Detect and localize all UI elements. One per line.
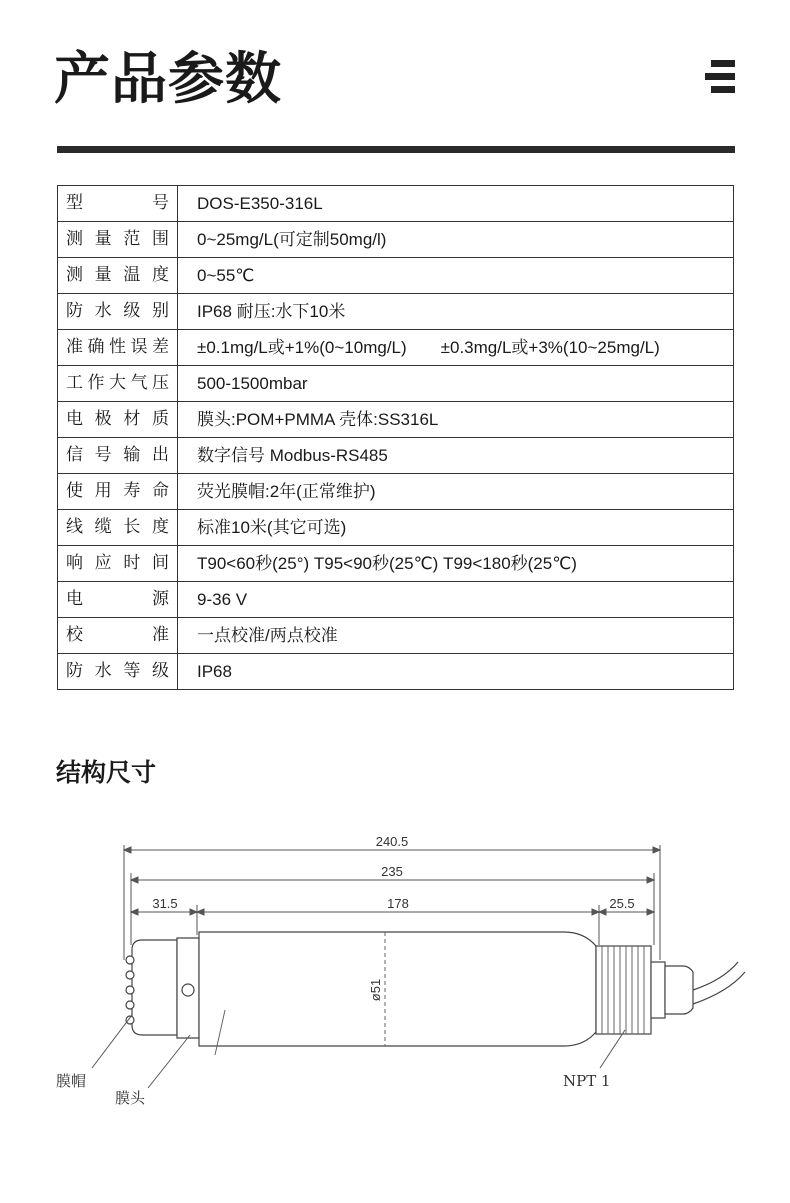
spec-label: 防水等级 (66, 661, 169, 681)
spec-label-cell (58, 258, 178, 294)
spec-label: 电 源 (66, 589, 169, 609)
spec-label: 线缆长度 (66, 517, 169, 537)
spec-value: 一点校准/两点校准 (178, 618, 734, 654)
spec-value: 9-36 V (178, 582, 734, 618)
spec-label-cell (58, 294, 178, 330)
spec-value: 500-1500mbar (178, 366, 734, 402)
spec-value: IP68 (178, 654, 734, 690)
spec-row (58, 474, 734, 510)
spec-value: ±0.1mg/L或+1%(0~10mg/L) ±0.3mg/L或+3%(10~25mg/L) (178, 330, 734, 366)
spec-label: 校 准 (66, 625, 169, 645)
spec-label-cell (58, 366, 178, 402)
spec-value: 荧光膜帽:2年(正常维护) (178, 474, 734, 510)
spec-label-cell (58, 222, 178, 258)
spec-label: 准确性误差 (66, 337, 169, 357)
title-divider (57, 146, 735, 153)
spec-row (58, 510, 734, 546)
spec-row (58, 438, 734, 474)
spec-value: 0~25mg/L(可定制50mg/l) (178, 222, 734, 258)
spec-label: 防水级别 (66, 301, 169, 321)
spec-row (58, 366, 734, 402)
spec-value: DOS-E350-316L (178, 186, 734, 222)
spec-row (58, 618, 734, 654)
spec-row (58, 582, 734, 618)
page-title: 产品参数 (54, 47, 282, 112)
spec-label-cell (58, 186, 178, 222)
spec-label: 使用寿命 (66, 481, 169, 501)
dimension-drawing (0, 820, 790, 1120)
dim-body-label: 178 (387, 896, 409, 911)
spec-value: 0~55℃ (178, 258, 734, 294)
spec-row (58, 402, 734, 438)
spec-label-cell (58, 330, 178, 366)
thread-label: NPT 1 (563, 1072, 611, 1090)
dim-diameter-label: ø51 (368, 978, 383, 1002)
dim-head-label: 31.5 (152, 896, 178, 911)
dim-body-total-label: 235 (381, 864, 403, 879)
spec-row (58, 546, 734, 582)
spec-row (58, 330, 734, 366)
spec-value: 数字信号 Modbus-RS485 (178, 438, 734, 474)
spec-row (58, 186, 734, 222)
spec-row (58, 654, 734, 690)
menu-icon[interactable] (705, 60, 735, 94)
spec-value: 标准10米(其它可选) (178, 510, 734, 546)
spec-label-cell (58, 510, 178, 546)
spec-label-cell (58, 402, 178, 438)
spec-label: 信号输出 (66, 445, 169, 465)
spec-label-cell (58, 474, 178, 510)
spec-label-cell (58, 438, 178, 474)
dim-total-label: 240.5 (375, 834, 409, 849)
spec-label-cell (58, 654, 178, 690)
section-title: 结构尺寸 (56, 758, 157, 787)
spec-label-cell (58, 546, 178, 582)
spec-label: 型 号 (66, 193, 169, 213)
spec-row (58, 222, 734, 258)
spec-value: T90<60秒(25°) T95<90秒(25℃) T99<180秒(25℃) (178, 546, 734, 582)
spec-row (58, 294, 734, 330)
spec-label-cell (58, 582, 178, 618)
spec-label: 测量范围 (66, 229, 169, 249)
spec-label: 响应时间 (66, 553, 169, 573)
head-label: 膜头 (115, 1089, 146, 1107)
spec-label: 电极材质 (66, 409, 169, 429)
spec-value: IP68 耐压:水下10米 (178, 294, 734, 330)
spec-label: 工作大气压 (66, 373, 169, 393)
spec-row (58, 258, 734, 294)
spec-label-cell (58, 618, 178, 654)
dim-thread-label: 25.5 (609, 896, 635, 911)
spec-value: 膜头:POM+PMMA 壳体:SS316L (178, 402, 734, 438)
spec-label: 测量温度 (66, 265, 169, 285)
spec-table (57, 185, 734, 690)
cap-label: 膜帽 (56, 1072, 87, 1090)
